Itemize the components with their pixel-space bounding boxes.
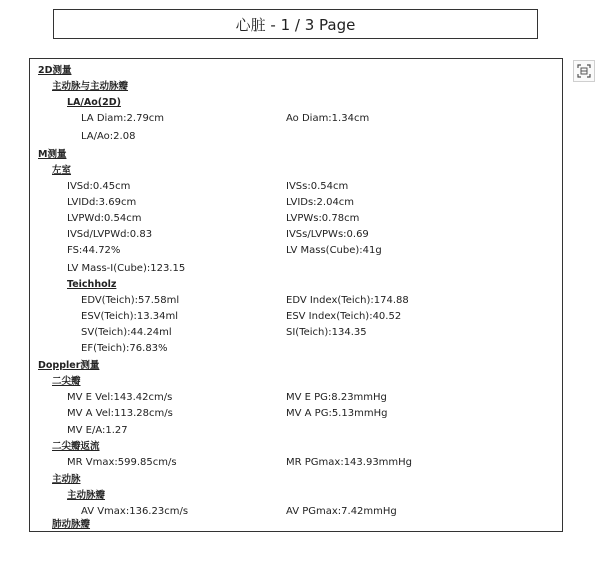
lv-mass-value: LV Mass(Cube):41g (286, 245, 382, 256)
mv-a-pg-value: MV A PG:5.13mmHg (286, 408, 388, 419)
la-ao-ratio-value: LA/Ao:2.08 (81, 131, 136, 142)
lv-mass-i-value: LV Mass-I(Cube):123.15 (67, 263, 186, 274)
la-ao-heading: LA/Ao(2D) (67, 97, 121, 108)
pv-heading: 肺动脉瓣 (52, 519, 91, 530)
lvpwd-value: LVPWd:0.54cm (67, 213, 142, 224)
ivss-lvpws-value: IVSs/LVPWs:0.69 (286, 229, 369, 240)
av-vmax-value: AV Vmax:136.23cm/s (81, 506, 189, 517)
scan-icon (577, 64, 591, 78)
fs-value: FS:44.72% (67, 245, 121, 256)
mr-vmax-value: MR Vmax:599.85cm/s (67, 457, 177, 468)
mv-heading: 二尖瓣 (52, 376, 81, 387)
section-m-heading: M测量 (38, 149, 67, 160)
scan-button[interactable] (573, 60, 595, 82)
page-header (53, 9, 538, 39)
mr-heading: 二尖瓣返流 (52, 441, 100, 452)
ivsd-value: IVSd:0.45cm (67, 181, 131, 192)
section-2d-heading: 2D测量 (38, 65, 72, 76)
ivsd-lvpwd-value: IVSd/LVPWd:0.83 (67, 229, 153, 240)
report-page (29, 58, 563, 532)
ef-value: EF(Teich):76.83% (81, 343, 168, 354)
lv-heading: 左室 (52, 165, 72, 176)
esv-value: ESV(Teich):13.34ml (81, 311, 179, 322)
aorta-heading: 主动脉 (52, 474, 81, 485)
mv-e-pg-value: MV E PG:8.23mmHg (286, 392, 387, 403)
si-value: SI(Teich):134.35 (286, 327, 367, 338)
la-diam-value: LA Diam:2.79cm (81, 113, 165, 124)
mv-ea-value: MV E/A:1.27 (67, 425, 128, 436)
sv-value: SV(Teich):44.24ml (81, 327, 172, 338)
ivss-value: IVSs:0.54cm (286, 181, 349, 192)
section-doppler-heading: Doppler测量 (38, 360, 100, 371)
edv-value: EDV(Teich):57.58ml (81, 295, 180, 306)
lvids-value: LVIDs:2.04cm (286, 197, 355, 208)
edv-index-value: EDV Index(Teich):174.88 (286, 295, 409, 306)
aorta-valve-heading: 主动脉与主动脉瓣 (52, 81, 129, 92)
teichholz-heading: Teichholz (67, 279, 117, 290)
mv-e-vel-value: MV E Vel:143.42cm/s (67, 392, 173, 403)
av-pgmax-value: AV PGmax:7.42mmHg (286, 506, 397, 517)
av-heading: 主动脉瓣 (67, 490, 106, 501)
ao-diam-value: Ao Diam:1.34cm (286, 113, 370, 124)
mr-pgmax-value: MR PGmax:143.93mmHg (286, 457, 413, 468)
lvidd-value: LVIDd:3.69cm (67, 197, 137, 208)
mv-a-vel-value: MV A Vel:113.28cm/s (67, 408, 173, 419)
page-title: 心脏 - 1 / 3 Page (235, 15, 356, 34)
esv-index-value: ESV Index(Teich):40.52 (286, 311, 402, 322)
lvpws-value: LVPWs:0.78cm (286, 213, 360, 224)
